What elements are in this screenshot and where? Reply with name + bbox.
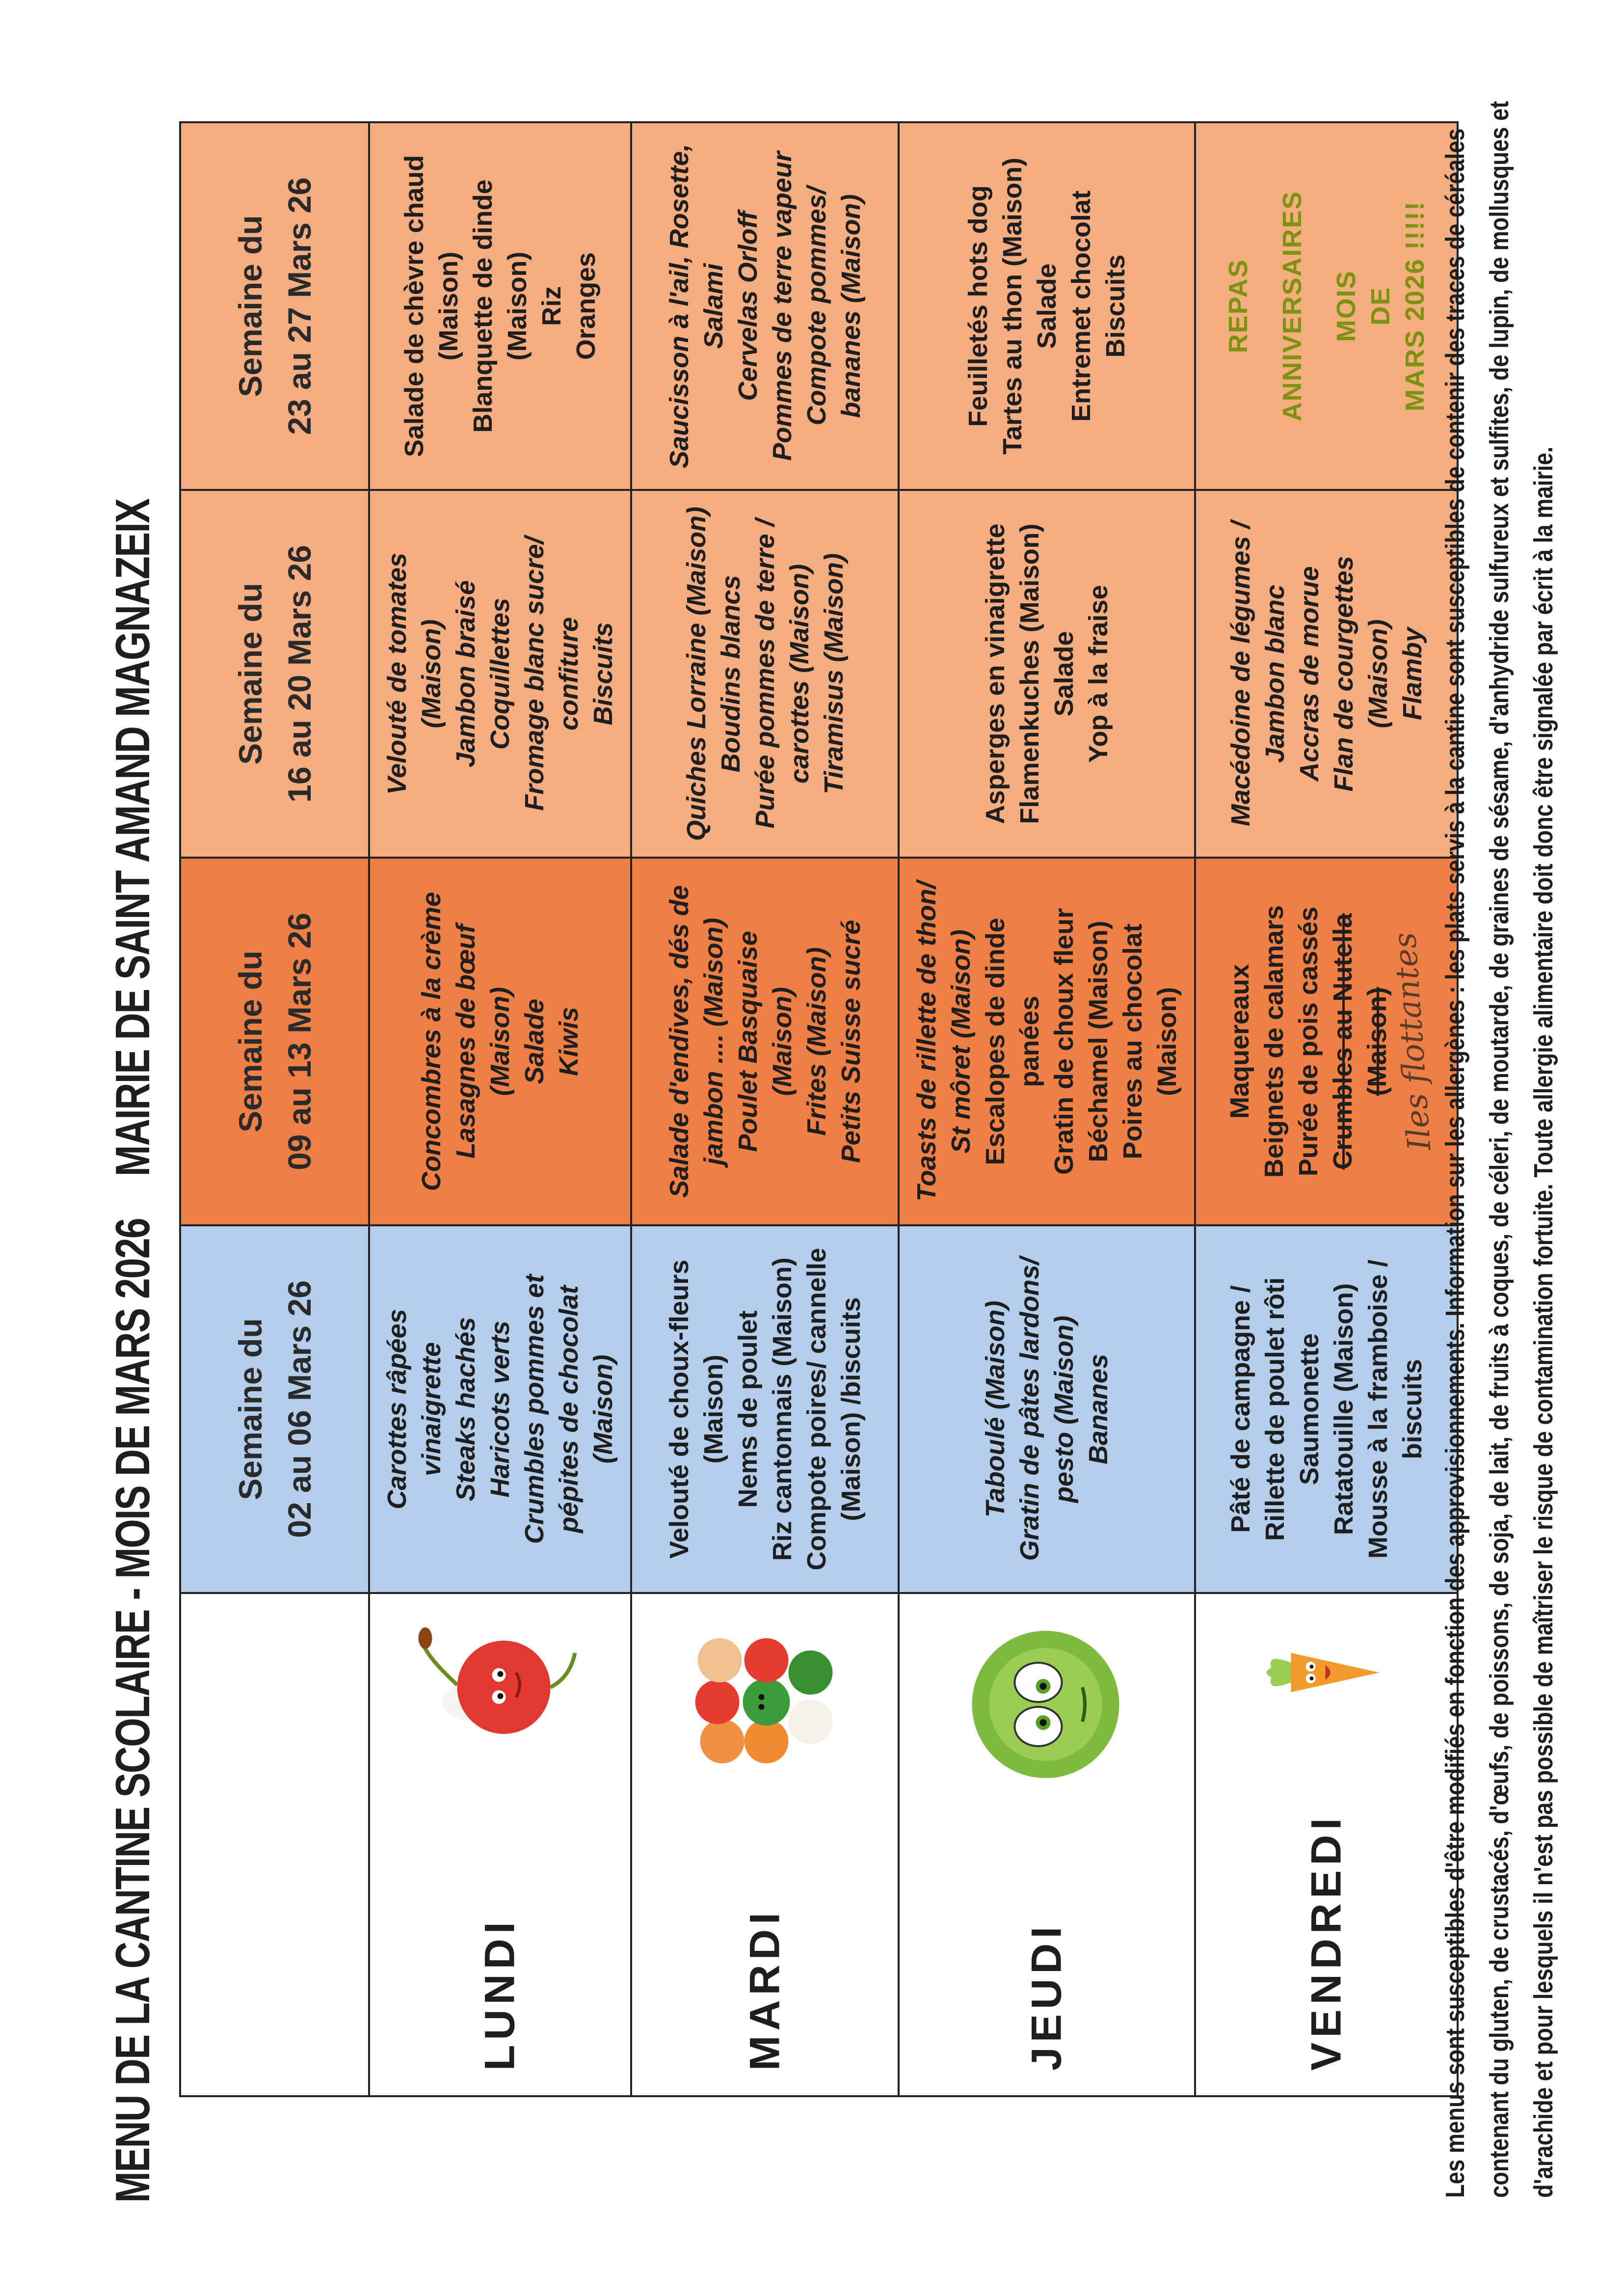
dish: Kiwis [554, 1006, 584, 1076]
dish: Gratin de pâtes lardons/ pesto (Maison) [1015, 1257, 1079, 1561]
week-header [180, 858, 369, 1225]
carrot-face-icon [1261, 1623, 1391, 1722]
dish: Yop à la fraise [1084, 585, 1113, 763]
meal-cell [899, 122, 1195, 490]
day-label: VENDREDI [1303, 1813, 1350, 2071]
dish: Coquillettes [485, 597, 515, 750]
anniversary-text: REPAS [1223, 259, 1253, 353]
dish: Flamenkuches (Maison) [1015, 523, 1044, 824]
day-row-vendredi [1195, 122, 1458, 2096]
dish: Haricots verts [485, 1321, 515, 1498]
week-header [180, 122, 369, 490]
dish: Frites (Maison) [801, 947, 831, 1136]
week-label: Semaine du [232, 215, 268, 397]
day-label: MARDI [741, 1908, 788, 2071]
dish: Escalopes de dinde panées [981, 918, 1044, 1165]
dish: Quiches Lorraine (Maison) [681, 506, 711, 841]
dish: Tiramisus (Maison) [819, 553, 849, 795]
corner-cell [180, 1593, 369, 2096]
meal-cell [369, 1225, 631, 1593]
dish: Nems de poulet [733, 1310, 763, 1508]
dish: Saucisson à l'ail, Rosette, Salami [664, 143, 728, 469]
dish: Concombres à la crème [417, 891, 446, 1191]
dish: Riz [537, 286, 566, 326]
dish: Tartes au thon (Maison) [998, 157, 1027, 455]
dish: Gratin de choux fleur [1049, 908, 1079, 1175]
dish: Pommes de terre vapeur [767, 151, 797, 461]
day-label: LUNDI [476, 1917, 524, 2071]
lettuce-face-icon [965, 1623, 1129, 1785]
dish: Petits Suisse sucré [836, 919, 866, 1163]
dish: Flamby [1397, 627, 1427, 721]
week-range: 09 au 13 Mars 26 [281, 913, 318, 1170]
dish: Feuilletés hots dog [963, 185, 993, 427]
dish: Steaks hachés [451, 1317, 480, 1502]
dish: Jambon braisé [451, 580, 480, 768]
vegetables-group-icon [683, 1623, 847, 1771]
dish: Asperges en vinaigrette [981, 523, 1010, 824]
meal-cell [369, 122, 631, 490]
dish: Salade d'endives, dés de jambon .... (Maison) [664, 885, 728, 1198]
meal-cell [899, 490, 1195, 858]
meal-cell [899, 858, 1195, 1225]
week-label: Semaine du [232, 950, 268, 1133]
meal-cell [631, 1225, 899, 1593]
anniversary-text: DE [1365, 287, 1395, 326]
dish: Compote pommes/ bananes (Maison) [801, 187, 866, 426]
dish: Maquereaux [1224, 964, 1254, 1119]
anniversary-text: MARS 2026 !!!!! [1400, 200, 1430, 412]
allergen-note: Les menus sont susceptibles d'être modifiés en fonction des approvisionnements. Information sur les allergènes : les plats servis à la cantine sont susceptibles de contenir des traces de céréales contenant du gluten, de crustacés, d'œufs, de poissons, de soja, de lait, de fruits à coques, de céleri, de moutarde, de graines de sésame, d'anhydride sulfureux et sulfites, de lupin, de mollusques et d'arachide et pour lesquels il n'est pas possible de maîtriser le risque de contamination fortuite. Toute allergie alimentaire doit donc être signalée par écrit à la mairie. [1440, 101, 1558, 2198]
week-label: Semaine du [232, 1318, 268, 1500]
handwritten-correction: Iles flottantes [1386, 931, 1438, 1152]
dish: Mousse à la framboise / biscuits [1363, 1259, 1427, 1559]
dish: Oranges [571, 252, 601, 360]
dish: Cervelas Orloff [733, 211, 763, 401]
page-title: MENU DE LA CANTINE SCOLAIRE - MOIS DE MARS 2026 [105, 1218, 160, 2203]
day-header [631, 1593, 899, 2096]
meal-cell [369, 858, 631, 1225]
meal-cell [1195, 490, 1458, 858]
dish: Riz cantonnais (Maison) [767, 1257, 797, 1561]
week-header [180, 490, 369, 858]
dish: Salade [520, 999, 549, 1084]
dish: Ratatouille (Maison) [1329, 1283, 1358, 1535]
dish: Macédoine de légumes / Jambon blanc [1225, 521, 1290, 827]
dish: Bananes [1084, 1353, 1113, 1464]
dish: Accras de morue [1294, 566, 1324, 782]
dish: Purée de pois cassés [1293, 906, 1323, 1177]
anniversary-text: MOIS [1331, 270, 1361, 342]
week-range: 02 au 06 Mars 26 [281, 1280, 318, 1538]
dish: Poires au chocolat (Maison) [1118, 923, 1182, 1160]
meal-cell [369, 490, 631, 858]
dish: Compote poires/ cannelle (Maison) /biscuits [801, 1247, 866, 1570]
dish: Purée pommes de terre / carottes (Maison) [750, 519, 814, 829]
meal-cell [1195, 122, 1458, 490]
day-row-jeudi [899, 122, 1195, 2096]
week-range: 16 au 20 Mars 26 [281, 545, 318, 803]
dish: Lasagnes de bœuf (Maison) [451, 924, 515, 1159]
meal-cell [631, 122, 899, 490]
day-header [899, 1593, 1195, 2096]
dish: Pâté de campagne / Rillette de poulet rôti [1225, 1277, 1290, 1541]
dish: Toasts de rillette de thon/ St môret (Maison) [912, 881, 976, 1202]
dish: Velouté de tomates (Maison) [382, 552, 446, 795]
dish: Fromage blanc sucre/ confiture [520, 537, 584, 811]
day-row-lundi [369, 122, 631, 2096]
dish: Biscuits [588, 622, 618, 726]
dish: Crumbles pommes et pépites de chocolat (Maison) [520, 1274, 618, 1544]
organization-name: MAIRIE DE SAINT AMAND MAGNAZEIX [105, 499, 160, 1177]
week-label: Semaine du [232, 583, 268, 765]
dish: Entremet chocolat [1066, 190, 1096, 422]
dish: Saumonette [1294, 1333, 1324, 1485]
dish: Salade [1049, 631, 1079, 717]
dish: Salade [1032, 263, 1062, 349]
day-row-mardi [631, 122, 899, 2096]
meal-cell [1195, 858, 1458, 1225]
dish: Flan de courgettes (Maison) [1329, 556, 1393, 792]
meal-cell [1195, 1225, 1458, 1593]
day-label: JEUDI [1023, 1921, 1070, 2071]
dish: Boudins blancs [716, 575, 745, 773]
week-header-row [180, 122, 369, 2096]
dish: Biscuits [1101, 254, 1130, 358]
struck-dish: Crumbles au Nutella (Maison) [1328, 913, 1392, 1170]
day-header [1195, 1593, 1458, 2096]
tomato-chef-icon [418, 1623, 583, 1771]
day-header [369, 1593, 631, 2096]
dish: Beignets de calamars [1259, 905, 1289, 1178]
title-row [93, 499, 172, 2203]
dish: Taboulé (Maison) [981, 1300, 1010, 1518]
meal-cell [899, 1225, 1195, 1593]
week-header [180, 1225, 369, 1593]
dish: Velouté de choux-fleurs (Maison) [664, 1259, 728, 1559]
dish: Béchamel (Maison) [1084, 920, 1113, 1162]
meal-cell [631, 490, 899, 858]
anniversary-text: ANNIVERSAIRES [1277, 190, 1307, 422]
dish: Blanquette de dinde (Maison) [468, 179, 532, 433]
dish: Carottes râpées vinaigrette [382, 1309, 446, 1510]
menu-table [179, 121, 1459, 2097]
dish: Poulet Basquaise (Maison) [733, 931, 797, 1152]
dish: Salade de chèvre chaud (Maison) [399, 155, 463, 458]
week-range: 23 au 27 Mars 26 [281, 177, 318, 435]
meal-cell [631, 858, 899, 1225]
